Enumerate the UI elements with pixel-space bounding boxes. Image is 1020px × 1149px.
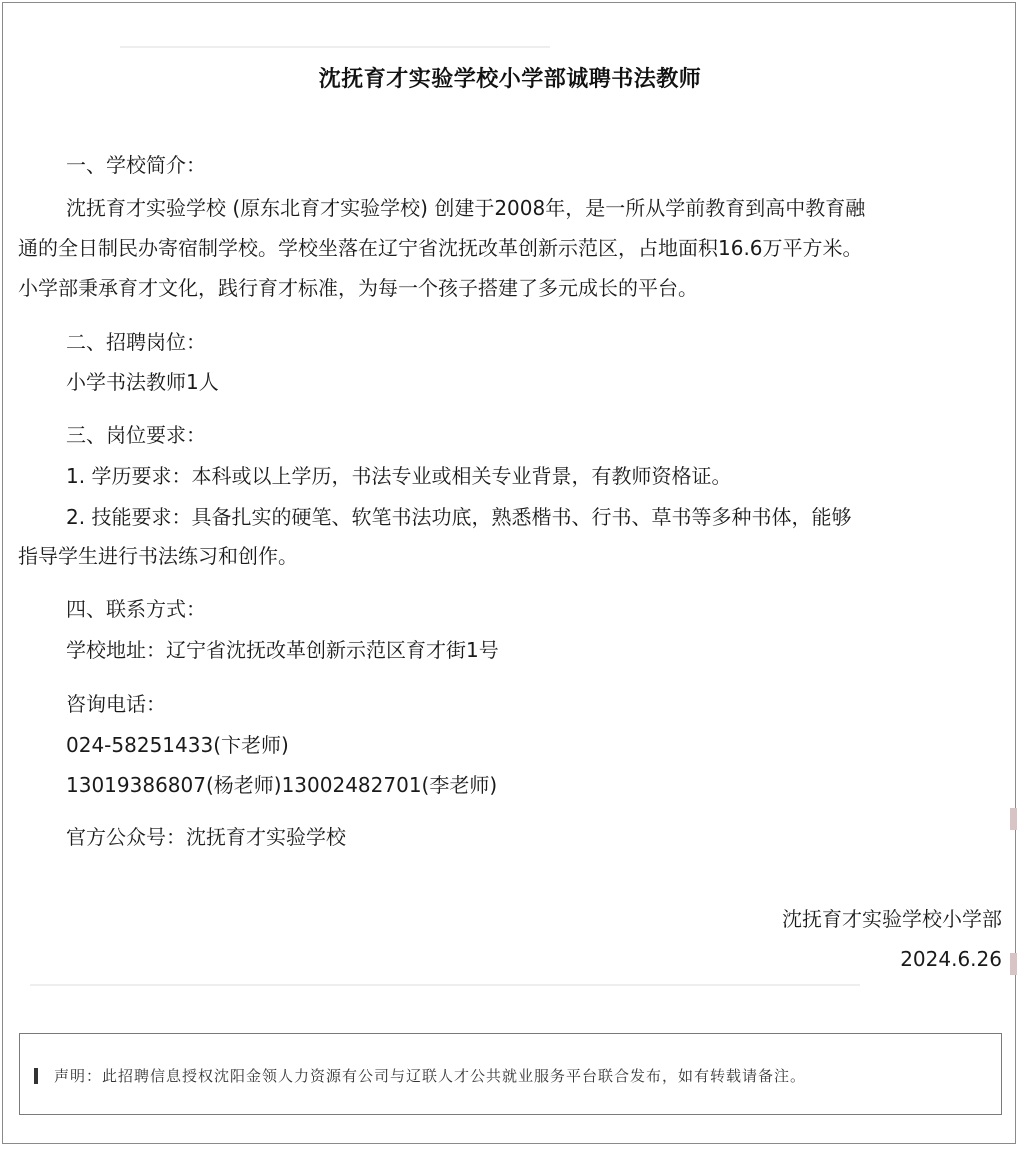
contact-phone-2: 13019386807(杨老师)13002482701(李老师) xyxy=(66,773,498,797)
contact-phone-label: 咨询电话： xyxy=(66,692,166,716)
scan-artifact-top xyxy=(120,46,550,48)
position-text: 小学书法教师1人 xyxy=(66,370,219,394)
requirement-skills-line-2: 指导学生进行书法练习和创作。 xyxy=(18,544,298,568)
section-heading-requirements: 三、岗位要求： xyxy=(66,423,206,447)
disclaimer-box xyxy=(19,1033,1002,1115)
contact-phone-1: 024-58251433(卞老师) xyxy=(66,733,289,757)
disclaimer-marker-icon xyxy=(34,1068,38,1084)
contact-address: 学校地址：辽宁省沈抚改革创新示范区育才街1号 xyxy=(66,638,499,662)
signature-org: 沈抚育才实验学校小学部 xyxy=(782,907,1002,931)
intro-line-2: 通的全日制民办寄宿制学校。学校坐落在辽宁省沈抚改革创新示范区，占地面积16.6万平方米。 xyxy=(18,236,863,260)
section-heading-intro: 一、学校简介： xyxy=(66,153,206,177)
edge-mark-upper xyxy=(1010,808,1017,830)
scan-artifact-bottom xyxy=(30,984,860,986)
intro-line-1: 沈抚育才实验学校 (原东北育才实验学校) 创建于2008年，是一所从学前教育到高中教育融 xyxy=(66,196,866,220)
contact-wechat: 官方公众号：沈抚育才实验学校 xyxy=(66,825,346,849)
intro-line-3: 小学部秉承育才文化，践行育才标准，为每一个孩子搭建了多元成长的平台。 xyxy=(18,276,698,300)
section-heading-contact: 四、联系方式： xyxy=(66,597,206,621)
section-heading-position: 二、招聘岗位： xyxy=(66,330,206,354)
signature-date: 2024.6.26 xyxy=(900,947,1002,971)
requirement-skills-line-1: 2. 技能要求：具备扎实的硬笔、软笔书法功底，熟悉楷书、行书、草书等多种书体，能够 xyxy=(66,505,852,529)
edge-mark-lower xyxy=(1010,953,1017,975)
page-title: 沈抚育才实验学校小学部诚聘书法教师 xyxy=(318,67,702,92)
requirement-education: 1. 学历要求：本科或以上学历，书法专业或相关专业背景，有教师资格证。 xyxy=(66,464,732,488)
disclaimer-text: 声明：此招聘信息授权沈阳金领人力资源有公司与辽联人才公共就业服务平台联合发布，如有转载请备注。 xyxy=(54,1067,807,1085)
